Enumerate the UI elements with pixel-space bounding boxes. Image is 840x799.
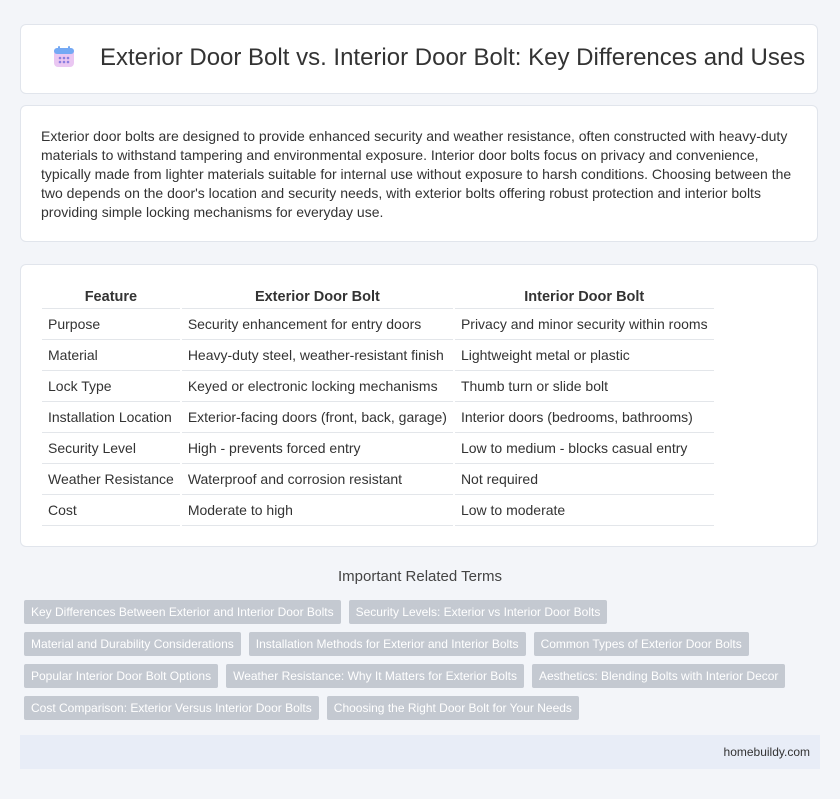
tag-row bbox=[24, 664, 804, 688]
table-cell: Material bbox=[42, 340, 181, 371]
table-row bbox=[42, 433, 714, 464]
table-cell: Waterproof and corrosion resistant bbox=[181, 464, 454, 495]
column-header: Interior Door Bolt bbox=[454, 285, 714, 309]
related-term-tag[interactable]: Aesthetics: Blending Bolts with Interior Decor bbox=[532, 664, 785, 688]
table-cell: Exterior-facing doors (front, back, garage) bbox=[181, 402, 454, 433]
header-card bbox=[20, 24, 818, 94]
tag-row bbox=[24, 632, 804, 656]
comparison-table bbox=[42, 285, 714, 526]
table-cell: Keyed or electronic locking mechanisms bbox=[181, 371, 454, 402]
related-term-tag[interactable]: Material and Durability Considerations bbox=[24, 632, 241, 656]
calendar-icon bbox=[52, 45, 76, 69]
table-cell: Weather Resistance bbox=[42, 464, 181, 495]
table-cell: Low to medium - blocks casual entry bbox=[454, 433, 714, 464]
table-row bbox=[42, 309, 714, 340]
footer-site-link[interactable]: homebuildy.com bbox=[723, 745, 810, 759]
page-title: Exterior Door Bolt vs. Interior Door Bolt: Key Differences and Uses bbox=[100, 44, 806, 71]
table-cell: High - prevents forced entry bbox=[181, 433, 454, 464]
table-row bbox=[42, 371, 714, 402]
table-cell: Moderate to high bbox=[181, 495, 454, 526]
column-header: Feature bbox=[42, 285, 181, 309]
related-terms-list bbox=[24, 600, 804, 728]
table-cell: Interior doors (bedrooms, bathrooms) bbox=[454, 402, 714, 433]
footer bbox=[20, 735, 820, 769]
column-header: Exterior Door Bolt bbox=[181, 285, 454, 309]
table-cell: Installation Location bbox=[42, 402, 181, 433]
table-cell: Purpose bbox=[42, 309, 181, 340]
table-cell: Security Level bbox=[42, 433, 181, 464]
related-terms-heading: Important Related Terms bbox=[338, 568, 502, 585]
related-term-tag[interactable]: Security Levels: Exterior vs Interior Door Bolts bbox=[349, 600, 608, 624]
table-row bbox=[42, 495, 714, 526]
related-term-tag[interactable]: Common Types of Exterior Door Bolts bbox=[534, 632, 749, 656]
table-cell: Privacy and minor security within rooms bbox=[454, 309, 714, 340]
table-cell: Low to moderate bbox=[454, 495, 714, 526]
tag-row bbox=[24, 696, 804, 720]
table-header-row bbox=[42, 285, 714, 309]
table-cell: Not required bbox=[454, 464, 714, 495]
table-cell: Cost bbox=[42, 495, 181, 526]
related-term-tag[interactable]: Weather Resistance: Why It Matters for Exterior Bolts bbox=[226, 664, 524, 688]
related-term-tag[interactable]: Popular Interior Door Bolt Options bbox=[24, 664, 218, 688]
table-cell: Thumb turn or slide bolt bbox=[454, 371, 714, 402]
tag-row bbox=[24, 600, 804, 624]
table-cell: Heavy-duty steel, weather-resistant finish bbox=[181, 340, 454, 371]
summary-text: Exterior door bolts are designed to provide enhanced security and weather resistance, often constructed with heavy-duty materials to withstand tampering and environmental exposure. Interior door bolts focus on privacy and convenience, typically made from lighter materials suitable for internal use without exposure to harsh conditions. Choosing between the two depends on the door's location and security needs, with exterior bolts offering robust protection and interior bolts providing simple locking mechanisms for everyday use. bbox=[41, 128, 792, 220]
table-row bbox=[42, 340, 714, 371]
table-row bbox=[42, 464, 714, 495]
summary-card bbox=[20, 105, 818, 242]
related-term-tag[interactable]: Choosing the Right Door Bolt for Your Needs bbox=[327, 696, 579, 720]
related-term-tag[interactable]: Cost Comparison: Exterior Versus Interior Door Bolts bbox=[24, 696, 319, 720]
related-term-tag[interactable]: Installation Methods for Exterior and Interior Bolts bbox=[249, 632, 526, 656]
table-cell: Security enhancement for entry doors bbox=[181, 309, 454, 340]
comparison-table-card bbox=[20, 264, 818, 547]
table-row bbox=[42, 402, 714, 433]
table-cell: Lock Type bbox=[42, 371, 181, 402]
related-term-tag[interactable]: Key Differences Between Exterior and Interior Door Bolts bbox=[24, 600, 341, 624]
table-cell: Lightweight metal or plastic bbox=[454, 340, 714, 371]
